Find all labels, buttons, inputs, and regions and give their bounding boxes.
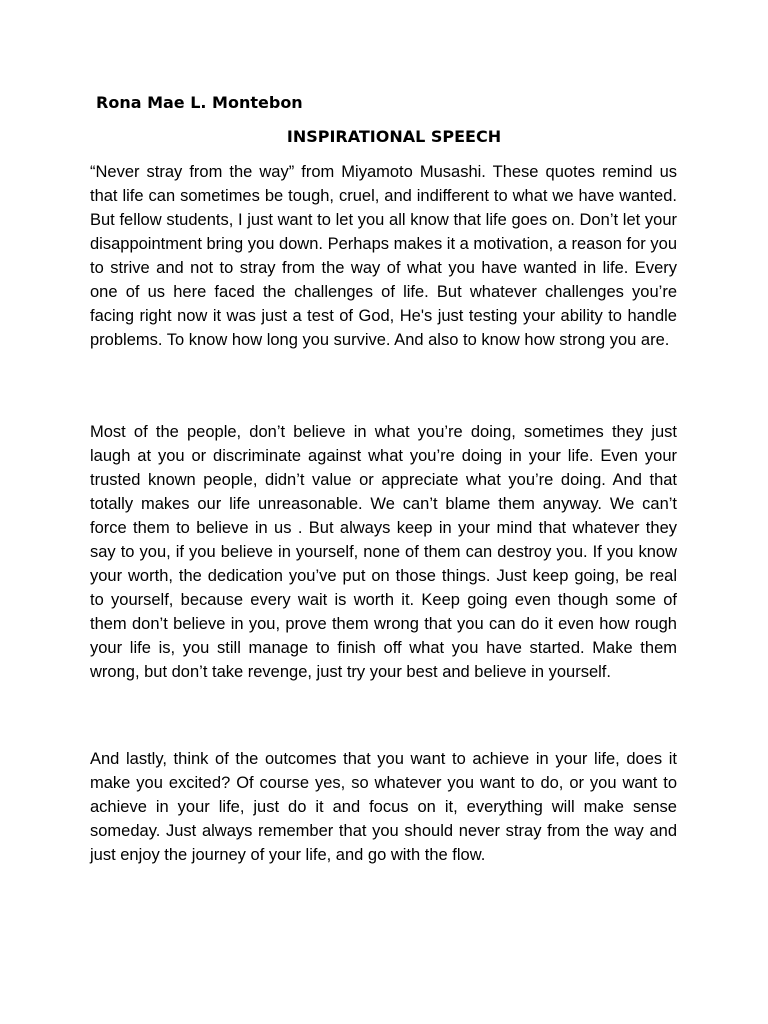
speech-title: INSPIRATIONAL SPEECH xyxy=(286,127,502,146)
author-name: Rona Mae L. Montebon xyxy=(96,93,303,112)
speech-paragraph-2: Most of the people, don’t believe in what you’re doing, sometimes they just laugh at you or discriminate against what you’re doing in your life. Even your trusted known people, didn’t value or appreciate what you’re doing. And that totally makes our life unreasonable. We can’t blame them anyway. We can’t force them to believe in us . But always keep in your mind that whatever they say to you, if you believe in yourself, none of them can destroy you. If you know your worth, the dedication you’ve put on those things. Just keep going, be real to yourself, because every wait is worth it. Keep going even though some of them don’t believe in you, prove them wrong that you can do it even how rough your life is, you still manage to finish off what you have started. Make them wrong, but don’t take revenge, just try your best and believe in yourself. xyxy=(90,423,677,681)
speech-paragraph-1: “Never stray from the way” from Miyamoto Musashi. These quotes remind us that life can sometimes be tough, cruel, and indifferent to what we have wanted. But fellow students, I just want to let you all know that life goes on. Don’t let your disappointment bring you down. Perhaps makes it a motivation, a reason for you to strive and not to stray from the way of what you have wanted in life. Every one of us here faced the challenges of life. But whatever challenges you’re facing right now it was just a test of God, He's just testing your ability to handle problems. To know how long you survive. And also to know how strong you are. xyxy=(90,163,677,349)
speech-paragraph-3: And lastly, think of the outcomes that you want to achieve in your life, does it make you excited? Of course yes, so whatever you want to do, or you want to achieve in your life, just do it and focus on it, everything will make sense someday. Just always remember that you should never stray from the way and just enjoy the journey of your life, and go with the flow. xyxy=(90,750,677,864)
